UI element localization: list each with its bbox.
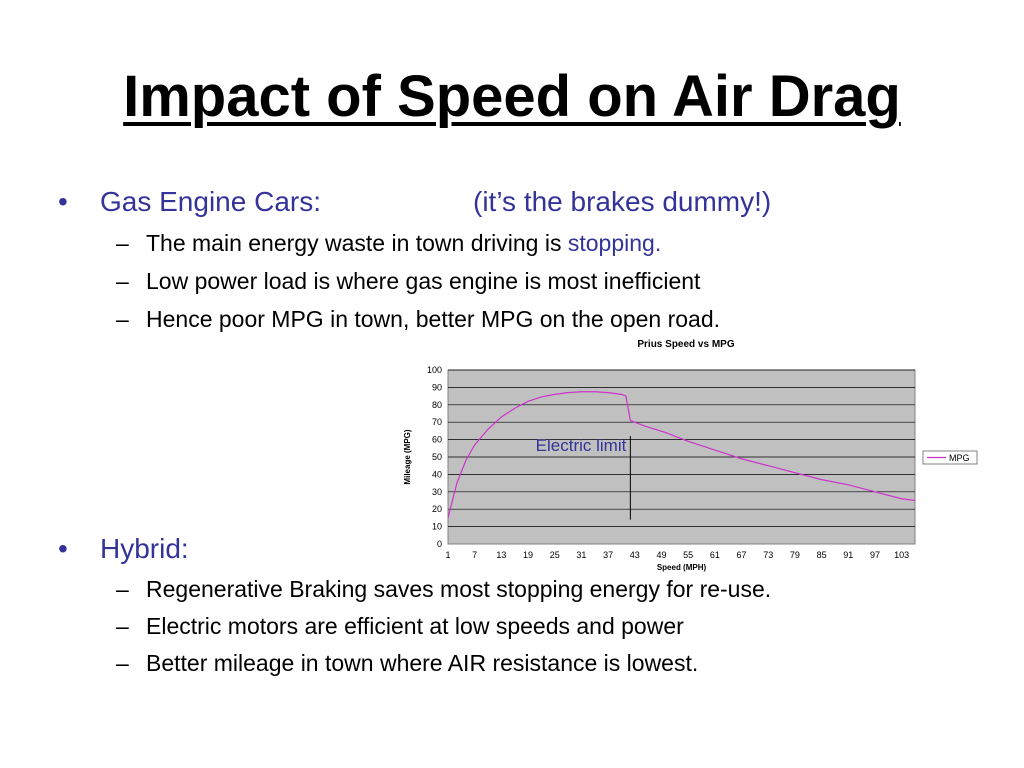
bullet-symbol: • xyxy=(58,533,68,564)
y-tick-label: 50 xyxy=(431,452,442,462)
x-tick-label: 67 xyxy=(736,550,747,560)
sub-bullet-text: Electric motors are efficient at low speeds and power xyxy=(146,613,684,639)
x-tick-label: 73 xyxy=(763,550,774,560)
sub-bullet-text: Low power load is where gas engine is most inefficient xyxy=(146,268,701,294)
dash: – xyxy=(116,306,129,332)
electric-limit-label: Electric limit xyxy=(535,435,627,455)
bullet-hybrid xyxy=(58,532,189,566)
sub-bullet-highlight: stopping. xyxy=(567,230,662,256)
x-axis-label: Speed (MPH) xyxy=(656,563,707,572)
chart-title: Prius Speed vs MPG xyxy=(637,339,735,350)
y-tick-label: 10 xyxy=(431,521,442,532)
dash: – xyxy=(116,268,129,294)
dash: – xyxy=(116,230,129,256)
y-tick-label: 40 xyxy=(431,469,442,480)
sub-bullet-text: The main energy waste in town driving is xyxy=(146,230,568,256)
x-tick-label: 7 xyxy=(472,550,478,560)
x-tick-label: 91 xyxy=(843,550,854,560)
x-tick-label: 13 xyxy=(496,550,507,560)
bullet-symbol: • xyxy=(58,186,68,217)
sub-bullet xyxy=(116,575,771,603)
sub-bullet xyxy=(116,612,684,640)
x-tick-label: 43 xyxy=(629,550,640,560)
slide-title: Impact of Speed on Air Drag xyxy=(123,64,901,129)
y-tick-label: 20 xyxy=(431,504,442,515)
y-tick-label: 100 xyxy=(426,365,442,375)
y-axis-label: Mileage (MPG) xyxy=(403,429,412,485)
dash: – xyxy=(116,613,129,639)
y-tick-label: 0 xyxy=(436,539,442,549)
x-tick-label: 61 xyxy=(709,550,720,560)
legend-label: MPG xyxy=(949,453,970,463)
x-tick-label: 1 xyxy=(445,550,451,560)
speed-vs-mpg-chart xyxy=(390,334,990,580)
sub-bullet-text: Regenerative Braking saves most stopping energy for re-use. xyxy=(146,576,772,602)
x-tick-label: 49 xyxy=(656,550,667,560)
sub-bullet xyxy=(116,267,700,295)
y-tick-label: 30 xyxy=(431,486,442,497)
x-tick-label: 19 xyxy=(523,550,534,560)
bullet-heading: Hybrid: xyxy=(100,533,189,564)
bullet-heading: Gas Engine Cars: xyxy=(100,186,321,217)
sub-bullet xyxy=(116,305,720,333)
bullet-gas-engine-cars xyxy=(58,185,772,219)
y-tick-label: 80 xyxy=(431,399,442,410)
y-tick-label: 90 xyxy=(431,382,442,393)
x-tick-label: 79 xyxy=(789,550,800,560)
x-tick-label: 25 xyxy=(549,550,560,560)
x-tick-label: 37 xyxy=(603,550,614,560)
dash: – xyxy=(116,650,129,676)
sub-bullet xyxy=(116,229,661,257)
dash: – xyxy=(116,576,129,602)
sub-bullet xyxy=(116,649,698,677)
x-tick-label: 55 xyxy=(683,550,694,560)
sub-bullet-text: Better mileage in town where AIR resistance is lowest. xyxy=(146,650,699,676)
sub-bullet-text: Hence poor MPG in town, better MPG on the open road. xyxy=(146,306,721,332)
x-tick-label: 97 xyxy=(869,550,880,560)
x-tick-label: 103 xyxy=(894,550,910,560)
x-tick-label: 85 xyxy=(816,550,827,560)
y-tick-label: 70 xyxy=(431,417,442,428)
x-tick-label: 31 xyxy=(576,550,587,560)
y-tick-label: 60 xyxy=(431,434,442,445)
bullet-aside: (it’s the brakes dummy!) xyxy=(473,186,772,217)
